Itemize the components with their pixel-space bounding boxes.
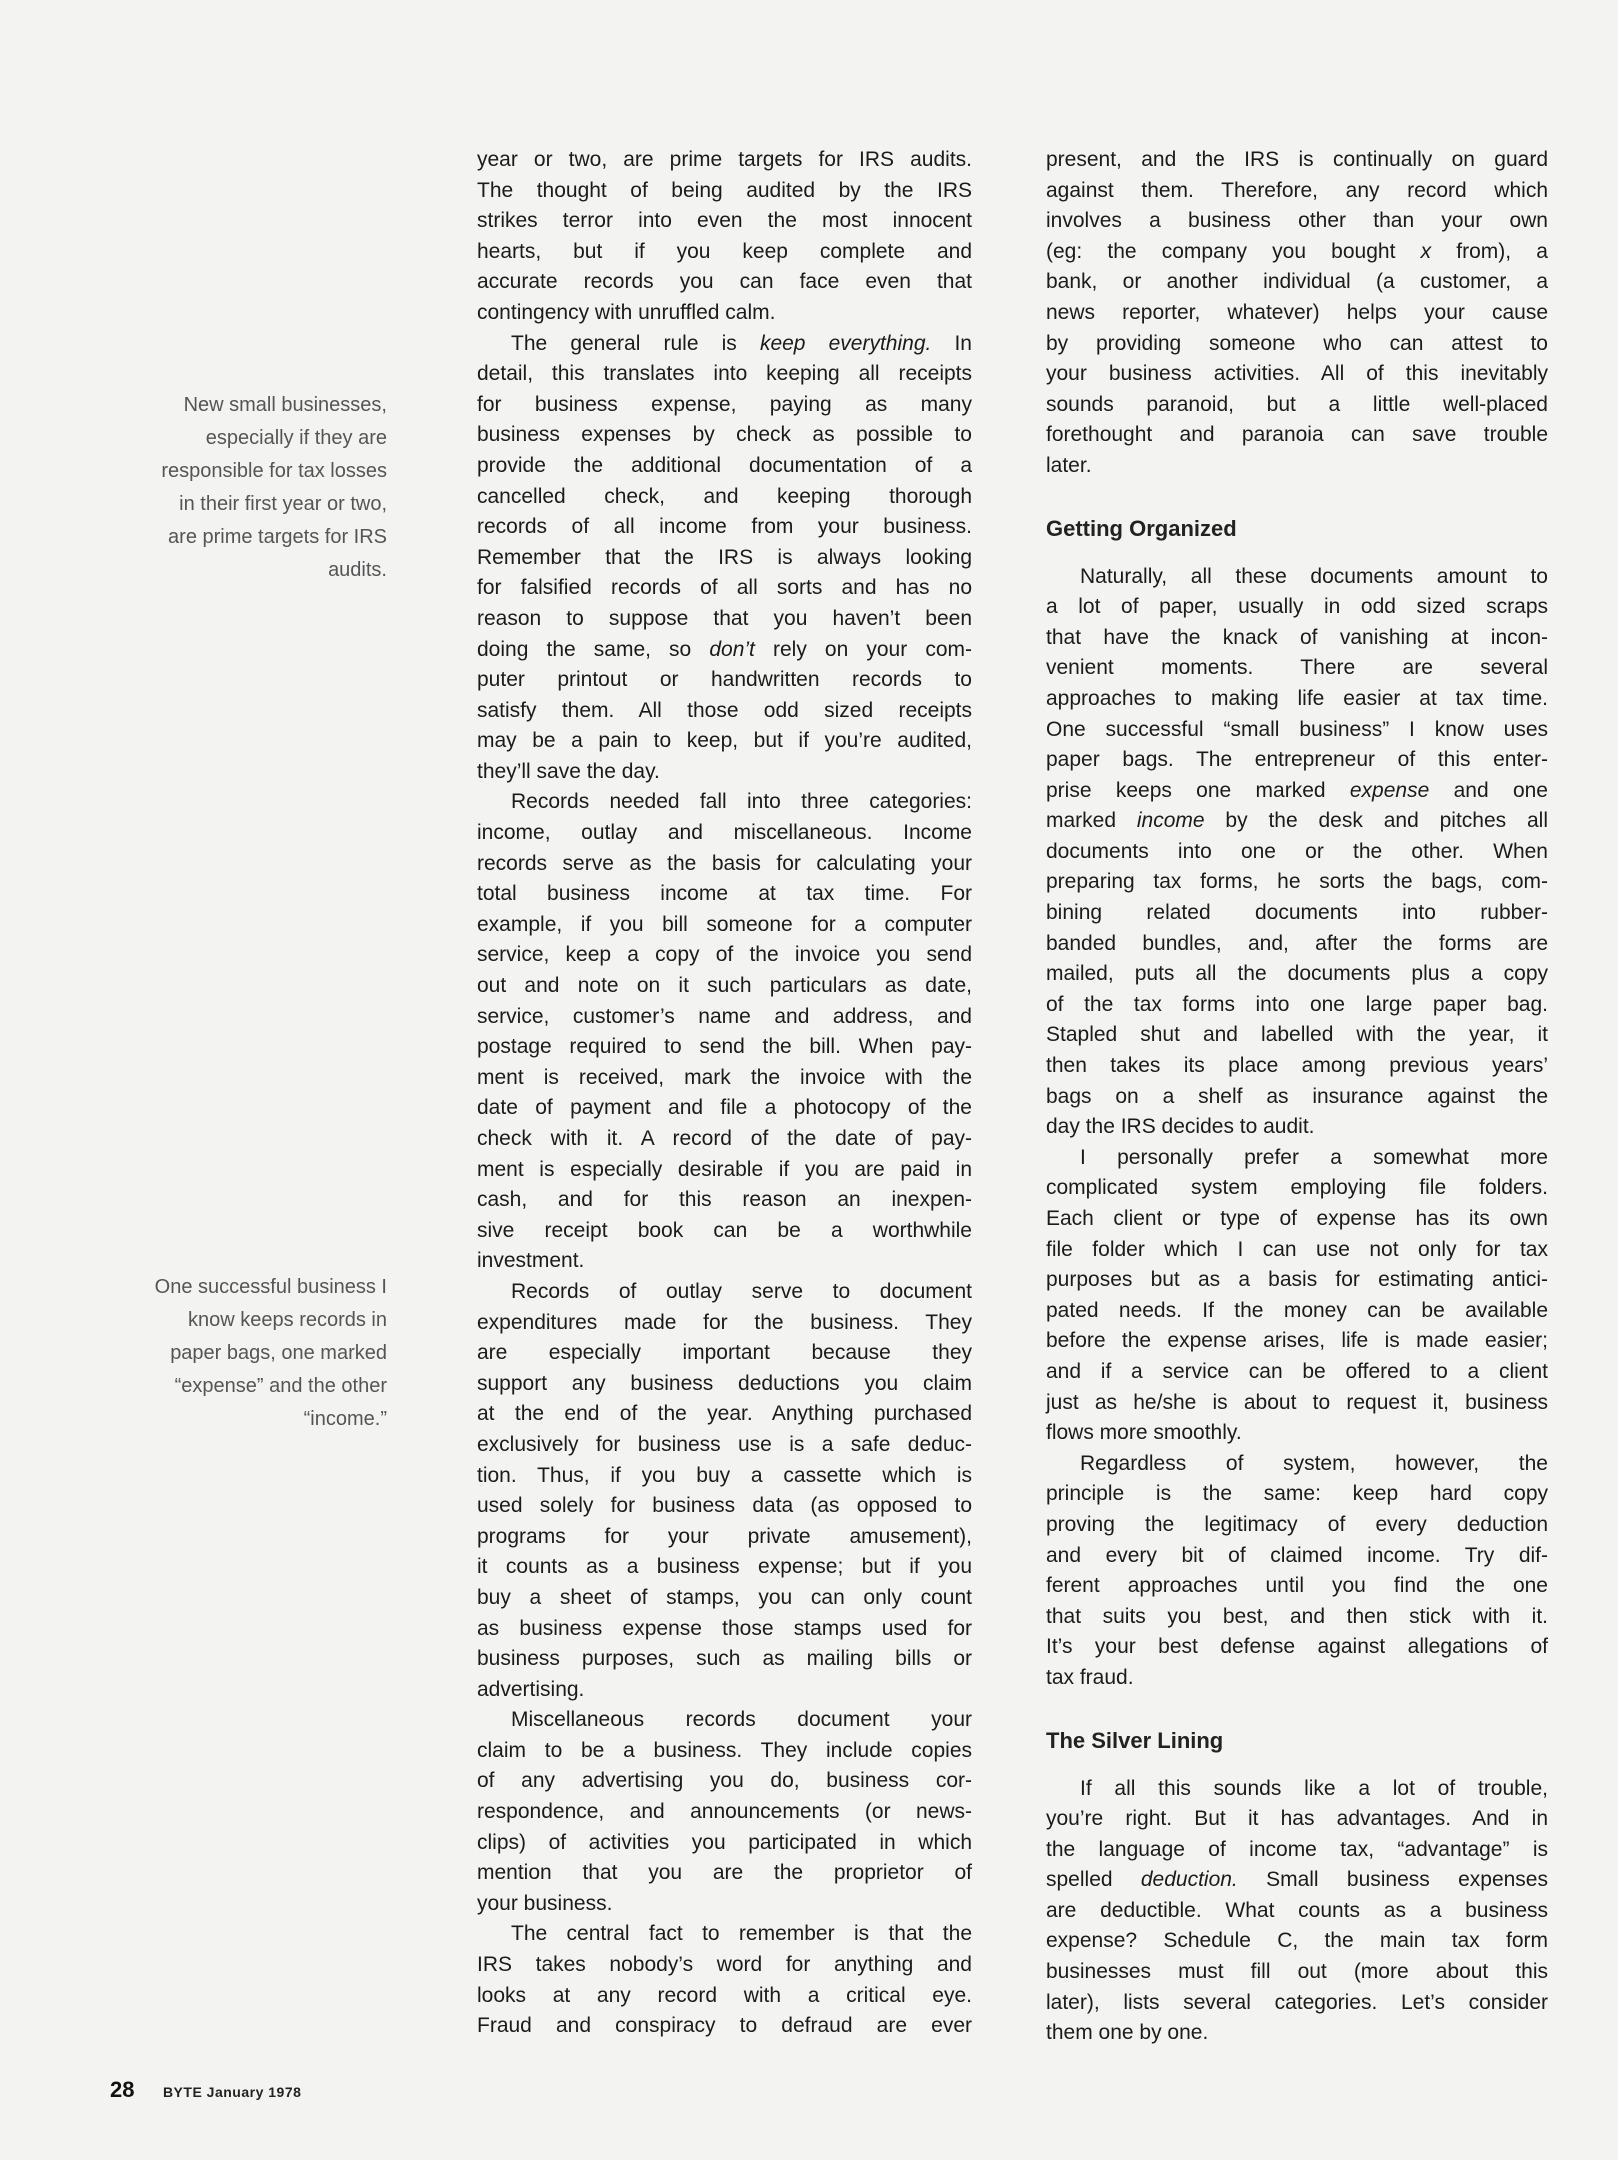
article-column-1 (477, 145, 972, 2042)
text-line: Fraud and conspiracy to defraud are ever (477, 2014, 972, 2038)
text-line: year or two, are prime targets for IRS audits. (477, 148, 972, 171)
paragraph (1046, 145, 1548, 482)
text-run: (eg: the company you bought (1046, 239, 1421, 263)
text-line: that have the knack of vanishing at incon- (1046, 625, 1548, 649)
emphasis: expense (1349, 778, 1430, 802)
text-line: Naturally, all these documents amount to (1080, 564, 1548, 588)
article-column-2 (1046, 145, 1548, 2049)
text-line: your business activities. All of this inevitably (1046, 362, 1548, 386)
emphasis: income (1136, 809, 1205, 833)
text-line: Miscellaneous records document your (511, 1708, 972, 1732)
pull-quote-line: in their first year or two, (179, 493, 387, 515)
text-line (1046, 806, 1548, 837)
text-line: strikes terror into even the most innocent (477, 209, 972, 233)
text-line: a lot of paper, usually in odd sized scraps (1046, 595, 1548, 619)
text-line: postage required to send the bill. When pay- (477, 1035, 972, 1059)
text-run: and one (1429, 778, 1548, 802)
text-line: ment is especially desirable if you are paid in (477, 1157, 972, 1181)
text-run: Small business expenses (1237, 1868, 1548, 1892)
text-line: your business. (477, 1891, 613, 1915)
text-line: Remember that the IRS is always looking (477, 545, 972, 569)
text-line: ferent approaches until you find the one (1046, 1574, 1548, 1598)
text-line: them one by one. (1046, 2021, 1209, 2045)
text-line: bank, or another individual (a customer, a (1046, 270, 1548, 294)
text-run: from), a (1431, 239, 1548, 263)
text-line: business expenses by check as possible to (477, 423, 972, 447)
text-line: expense? Schedule C, the main tax form (1046, 1929, 1548, 1953)
text-line: documents into one or the other. When (1046, 839, 1548, 863)
text-line: banded bundles, and, after the forms are (1046, 931, 1548, 955)
text-line (1046, 1865, 1548, 1896)
text-line: principle is the same: keep hard copy (1046, 1482, 1548, 1506)
text-line: you’re right. But it has advantages. And in (1046, 1807, 1548, 1831)
text-line: as business expense those stamps used for (477, 1616, 972, 1640)
paragraph (477, 1277, 972, 1705)
paragraph (477, 1919, 972, 2041)
pull-quote-line: “expense” and the other (174, 1375, 387, 1397)
text-line: forethought and paranoia can save trouble (1046, 423, 1548, 447)
text-line: Stapled shut and labelled with the year, it (1046, 1023, 1548, 1047)
text-run: marked (1046, 809, 1137, 833)
text-line: support any business deductions you claim (477, 1371, 972, 1395)
text-line: reason to suppose that you haven’t been (477, 606, 972, 630)
paragraph (1046, 1774, 1548, 2049)
text-line (477, 635, 972, 666)
text-line: tax fraud. (1046, 1665, 1134, 1689)
text-line: approaches to making life easier at tax time. (1046, 686, 1548, 710)
paragraph (1046, 1449, 1548, 1694)
text-line: are deductible. What counts as a business (1046, 1898, 1548, 1922)
text-line: out and note on it such particulars as date, (477, 974, 972, 998)
text-line: puter printout or handwritten records to (477, 668, 972, 692)
text-line: present, and the IRS is continually on guard (1046, 148, 1548, 171)
text-line: exclusively for business use is a safe deduc- (477, 1432, 972, 1456)
text-line: and if a service can be offered to a client (1046, 1359, 1548, 1383)
text-line: day the IRS decides to audit. (1046, 1115, 1315, 1139)
text-line: flows more smoothly. (1046, 1421, 1242, 1445)
text-line: Regardless of system, however, the (1080, 1451, 1548, 1475)
text-run: doing the same, so (477, 637, 710, 661)
pull-quote-line: One successful business I (154, 1276, 387, 1298)
text-line: against them. Therefore, any record which (1046, 178, 1548, 202)
text-line: news reporter, whatever) helps your cause (1046, 300, 1548, 324)
text-line: investment. (477, 1249, 585, 1273)
pull-quote-line: know keeps records in (188, 1309, 387, 1331)
text-line: that suits you best, and then stick with it. (1046, 1604, 1548, 1628)
text-line: records serve as the basis for calculating your (477, 851, 972, 875)
text-line: file folder which I can use not only for tax (1046, 1237, 1548, 1261)
text-line (1046, 237, 1548, 268)
text-line: programs for your private amusement), (477, 1524, 972, 1548)
text-line: pated needs. If the money can be available (1046, 1298, 1548, 1322)
text-line: of any advertising you do, business cor- (477, 1769, 972, 1793)
text-line: clips) of activities you participated in which (477, 1830, 972, 1854)
text-line: I personally prefer a somewhat more (1080, 1145, 1548, 1169)
emphasis: deduction. (1140, 1868, 1238, 1892)
text-line: venient moments. There are several (1046, 656, 1548, 680)
text-line: If all this sounds like a lot of trouble, (1080, 1776, 1548, 1800)
paragraph (477, 787, 972, 1277)
text-line: respondence, and announcements (or news- (477, 1800, 972, 1824)
text-line: buy a sheet of stamps, you can only count (477, 1585, 972, 1609)
text-line: satisfy them. All those odd sized receipts (477, 698, 972, 722)
text-run: spelled (1046, 1868, 1141, 1892)
text-line: preparing tax forms, he sorts the bags, com- (1046, 870, 1548, 894)
text-line: income, outlay and miscellaneous. Income (477, 821, 972, 845)
text-line: complicated system employing file folders. (1046, 1176, 1548, 1200)
text-line: advertising. (477, 1677, 585, 1701)
text-line: service, customer’s name and address, and (477, 1004, 972, 1028)
text-line: cash, and for this reason an inexpen- (477, 1188, 972, 1212)
text-line: by providing someone who can attest to (1046, 331, 1548, 355)
pull-quote-1 (87, 389, 387, 587)
paragraph (1046, 562, 1548, 1143)
text-line: records of all income from your business. (477, 515, 972, 539)
pull-quote-2 (87, 1271, 387, 1436)
text-line: proving the legitimacy of every deduction (1046, 1512, 1548, 1536)
text-line: bining related documents into rubber- (1046, 901, 1548, 925)
text-line: involves a business other than your own (1046, 209, 1548, 233)
text-line: One successful “small business” I know uses (1046, 717, 1548, 741)
paragraph (1046, 1143, 1548, 1449)
text-line: The thought of being audited by the IRS (477, 178, 972, 202)
section-heading: The Silver Lining (1046, 1727, 1224, 1753)
text-line: Records of outlay serve to document (511, 1279, 972, 1303)
pull-quote-line: “income.” (303, 1408, 387, 1430)
text-run: In (931, 331, 972, 355)
paragraph (477, 329, 972, 788)
emphasis: x (1420, 239, 1432, 263)
text-line: it counts as a business expense; but if you (477, 1555, 972, 1579)
page-footer (110, 2076, 301, 2104)
text-run: by the desk and pitches all (1204, 809, 1548, 833)
text-line: mention that you are the proprietor of (477, 1861, 972, 1885)
text-line: cancelled check, and keeping thorough (477, 484, 972, 508)
text-line: detail, this translates into keeping all receipts (477, 362, 972, 386)
text-line: the language of income tax, “advantage” is (1046, 1837, 1548, 1861)
text-run: prise keeps one marked (1046, 778, 1350, 802)
text-line: IRS takes nobody’s word for anything and (477, 1953, 972, 1977)
text-line: service, keep a copy of the invoice you send (477, 943, 972, 967)
text-line: may be a pain to keep, but if you’re audited, (477, 729, 972, 753)
text-line: looks at any record with a critical eye. (477, 1983, 972, 2007)
paragraph (477, 145, 972, 329)
text-line: are especially important because they (477, 1341, 972, 1365)
pull-quote-line: are prime targets for IRS (168, 526, 387, 548)
pull-quote-line: responsible for tax losses (161, 460, 387, 482)
text-line: of the tax forms into one large paper bag. (1046, 992, 1548, 1016)
text-line: purposes but as a basis for estimating antici- (1046, 1268, 1548, 1292)
pull-quote-line: New small businesses, (183, 394, 387, 416)
text-line: It’s your best defense against allegations of (1046, 1635, 1548, 1659)
text-line: The central fact to remember is that the (511, 1922, 972, 1946)
text-line: hearts, but if you keep complete and (477, 239, 972, 263)
text-line: at the end of the year. Anything purchased (477, 1402, 972, 1426)
text-run: rely on your com- (754, 637, 972, 661)
text-line: claim to be a business. They include copies (477, 1738, 972, 1762)
text-line: example, if you bill someone for a computer (477, 912, 972, 936)
text-line: mailed, puts all the documents plus a copy (1046, 962, 1548, 986)
text-line: for falsified records of all sorts and has no (477, 576, 972, 600)
text-line: for business expense, paying as many (477, 392, 972, 416)
text-line: later), lists several categories. Let’s consider (1046, 1990, 1548, 2014)
text-line: ment is received, mark the invoice with the (477, 1065, 972, 1089)
text-line: paper bags. The entrepreneur of this enter- (1046, 748, 1548, 772)
magazine-issue: BYTE January 1978 (162, 2084, 302, 2100)
text-line: accurate records you can face even that (477, 270, 972, 294)
text-line: Records needed fall into three categories: (511, 790, 972, 814)
pull-quote-line: paper bags, one marked (170, 1342, 387, 1364)
text-line: check with it. A record of the date of pay- (477, 1127, 972, 1150)
text-line (477, 329, 972, 360)
pull-quote-line: audits. (328, 559, 387, 581)
pull-quote-line: especially if they are (205, 427, 387, 449)
paragraph (477, 1705, 972, 1919)
text-line: before the expense arises, life is made easier; (1046, 1329, 1548, 1353)
section-heading: Getting Organized (1046, 515, 1237, 541)
text-line: total business income at tax time. For (477, 882, 972, 906)
emphasis: don’t (709, 637, 755, 661)
page-number: 28 (110, 2077, 135, 2102)
text-line: bags on a shelf as insurance against the (1046, 1084, 1548, 1108)
text-line: provide the additional documentation of a (477, 453, 972, 477)
text-line: later. (1046, 453, 1092, 477)
text-line: tion. Thus, if you buy a cassette which is (477, 1463, 972, 1487)
emphasis: keep everything. (759, 331, 932, 355)
text-line: used solely for business data (as opposed to (477, 1494, 972, 1518)
text-line: Each client or type of expense has its own (1046, 1207, 1548, 1230)
text-line: then takes its place among previous years’ (1046, 1054, 1548, 1078)
text-line (1046, 776, 1548, 807)
text-line: sounds paranoid, but a little well-placed (1046, 392, 1548, 416)
text-run: The general rule is (511, 331, 760, 355)
text-line: expenditures made for the business. They (477, 1310, 972, 1334)
text-line: just as he/she is about to request it, business (1046, 1390, 1548, 1414)
text-line: date of payment and file a photocopy of the (477, 1096, 972, 1120)
text-line: businesses must fill out (more about this (1046, 1960, 1548, 1984)
text-line: sive receipt book can be a worthwhile (477, 1218, 972, 1242)
text-line: and every bit of claimed income. Try dif- (1046, 1543, 1548, 1567)
text-line: they’ll save the day. (477, 759, 660, 783)
text-line: business purposes, such as mailing bills or (477, 1647, 972, 1671)
text-line: contingency with unruffled calm. (477, 300, 776, 324)
